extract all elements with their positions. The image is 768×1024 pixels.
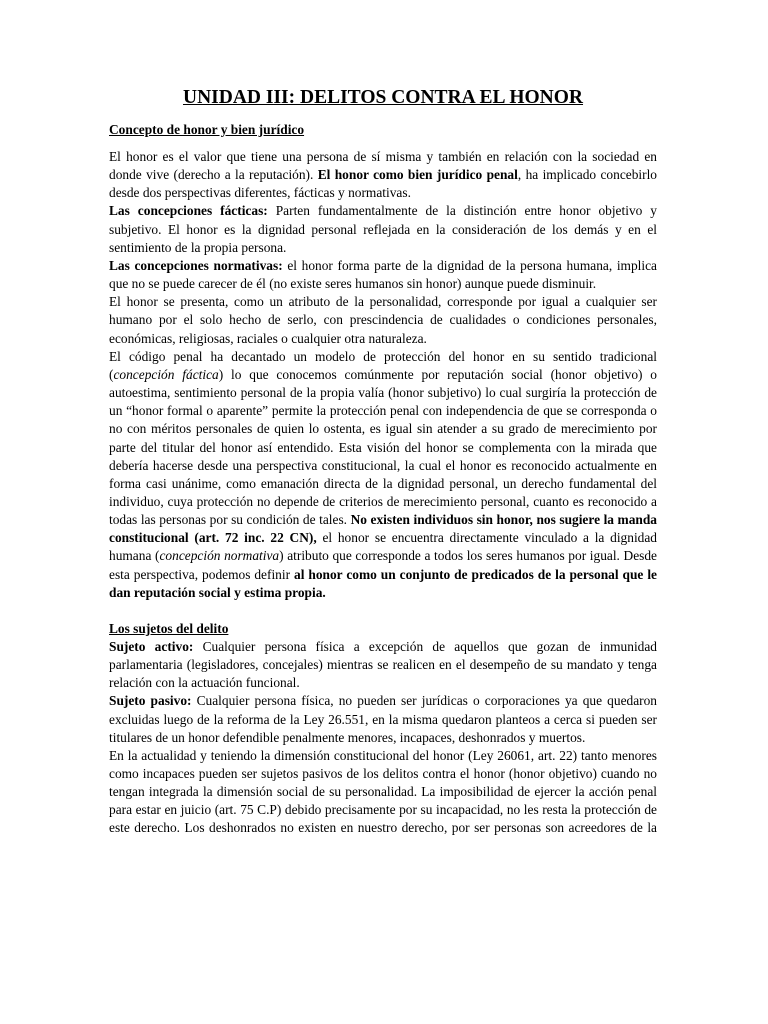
paragraph-concepciones-facticas: Las concepciones fácticas: Parten fundamentalmente de la distinción entre honor objetivo y subjetivo. El honor es la dignidad personal reflejada en la consideración de los demás y en el sentimiento de la propia persona. — [109, 203, 657, 255]
paragraph-actualidad: En la actualidad y teniendo la dimensión constitucional del honor (Ley 26061, art. 22) tanto menores como incapaces pueden ser sujetos pasivos de los delitos contra el honor (honor objetivo) cuando no tengan integrada la dimensión social de su personalidad. La imposibilidad de ejercer la acción penal para estar en juicio (art. 75 C.P) debido precisamente por su incapacidad, no les resta la protección de este derecho. Los deshonrados no existen en nuestro derecho, por ser personas son acreedores de la — [109, 747, 657, 836]
section-body-sujetos — [109, 638, 657, 838]
paragraph-sujeto-activo: Sujeto activo: Cualquier persona física a excepción de aquellos que gozan de inmunidad parlamentaria (legisladores, concejales) mientras se realicen en el desempeño de su mandato y tenga relación con la actuación funcional. — [109, 638, 658, 691]
section-heading-sujetos: Los sujetos del delito — [109, 620, 229, 636]
section-body-concepto — [109, 148, 657, 602]
page-title: UNIDAD III: DELITOS CONTRA EL HONOR — [182, 87, 584, 108]
paragraph-codigo-penal: El código penal ha decantado un modelo de protección del honor en su sentido tradicional (concepción fáctica) lo que conocemos comúnmente por reputación social (honor objetivo) o autoestima, sentimiento personal de la propia valía (honor subjetivo) lo cual surgiría la protección de un “honor formal o aparente” permite la protección penal con independencia de que se corresponda o no con méritos personales de quien lo ostenta, es igual sin atender a su grado de merecimiento por parte del titular del honor así entendido. Esta visión del honor se complementa con la mirada que debería hacerse desde una perspectiva constitucional, la cual el honor es reconocido actualmente en forma casi unánime, como emanación directa de la dignidad personal, un derecho fundamental del individuo, cuya protección no depende de criterios de merecimiento personal, cuanto es reconocido a todas las personas por su condición de tales. No existen individuos sin honor, nos sugiere la manda constitucional (art. 72 inc. 22 CN), el honor se encuentra directamente vinculado a la dignidad humana (concepción normativa) atributo que corresponde a todos los seres humanos por igual. Desde esta perspectiva, podemos definir al honor como un conjunto de predicados de la personal que le dan reputación social y estima propia. — [109, 348, 657, 600]
document-page — [109, 86, 657, 838]
paragraph-honor-definition: El honor es el valor que tiene una persona de sí misma y también en relación con la sociedad en donde vive (derecho a la reputación). El honor como bien jurídico penal, ha implicado concebirlo desde dos perspectivas diferentes, fácticas y normativas. — [109, 149, 657, 201]
paragraph-sujeto-pasivo: Sujeto pasivo: Cualquier persona física, no pueden ser jurídicas o corporaciones ya que quedaron excluidas luego de la reforma de la Ley 26.551, en la misma quedaron planteos a cerca si pueden ser titulares de un honor defendible penalmente menores, incapaces, deshonrados y muertos. — [109, 693, 657, 745]
section-heading-concepto: Concepto de honor y bien jurídico — [109, 122, 305, 137]
paragraph-atributo: El honor se presenta, como un atributo de la personalidad, corresponde por igual a cualquier ser humano por el solo hecho de serlo, con prescindencia de cualidades o condiciones personales, económicas, religiosas, raciales o cualquier otra naturaleza. — [109, 294, 657, 346]
paragraph-concepciones-normativas: Las concepciones normativas: el honor forma parte de la dignidad de la persona humana, implica que no se puede carecer de él (no existe seres humanos sin honor) aunque puede disminuir. — [109, 257, 657, 292]
